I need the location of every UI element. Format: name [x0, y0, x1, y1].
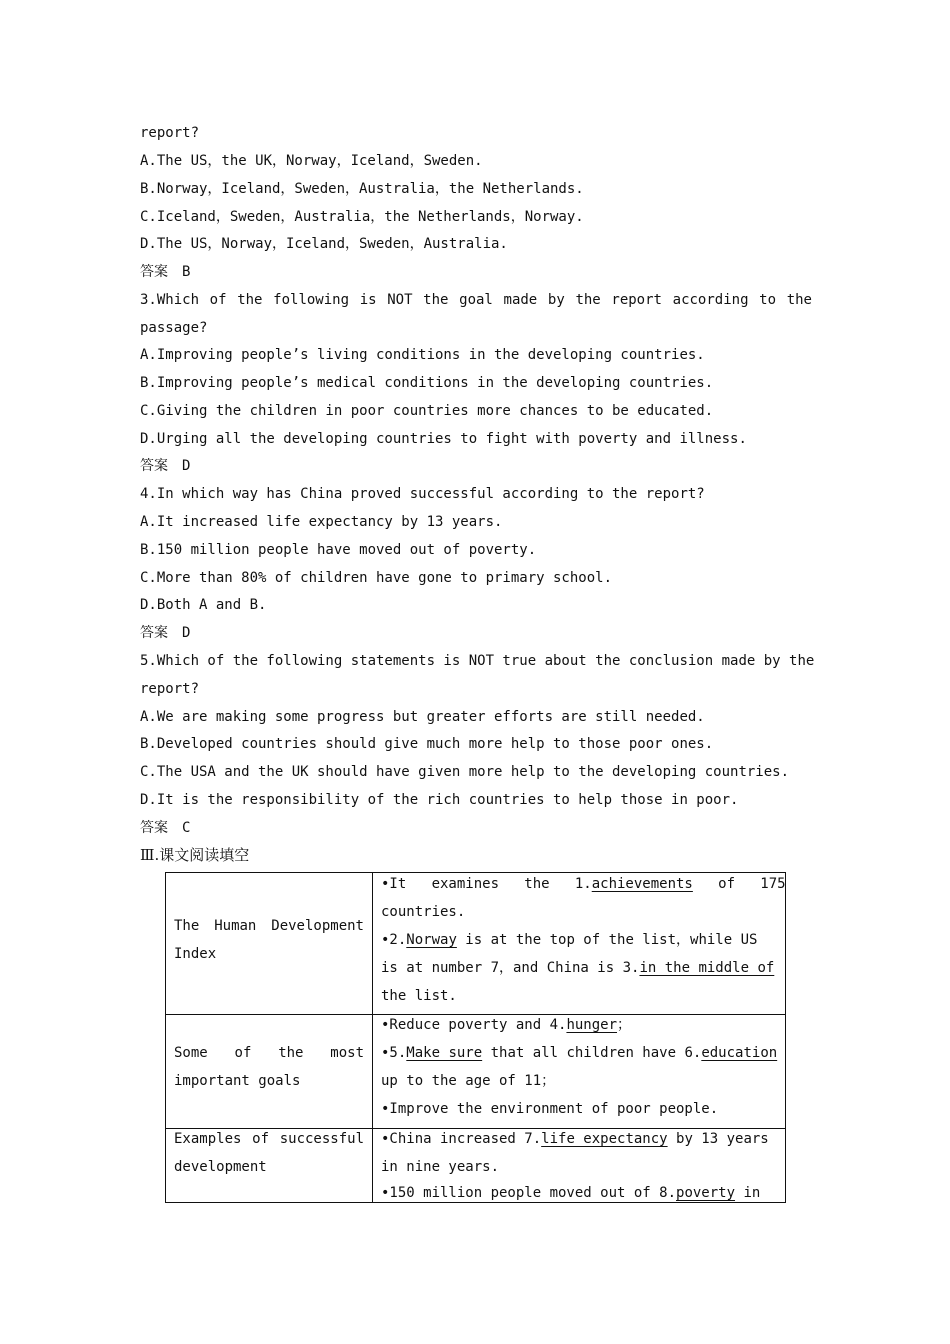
blank-2-answer: Norway: [406, 932, 457, 948]
q5-option-b: B.Developed countries should give much more help to those poor ones.: [140, 736, 714, 752]
blank-8-answer: poverty: [676, 1185, 736, 1201]
row3-line2: in nine years.: [381, 1159, 500, 1175]
row1-label-line2: Index: [174, 946, 217, 962]
row1-line3-pre: •2.: [381, 932, 407, 948]
row2-line4: •Improve the environment of poor people.: [381, 1101, 719, 1117]
row3-label-line2: development: [174, 1159, 267, 1175]
row1-line4: [381, 958, 777, 978]
row3-line1: [381, 1129, 777, 1149]
row2-line3: up to the age of 11；: [381, 1073, 556, 1089]
q4-answer: 答案 D: [140, 625, 191, 641]
row2-label-line2: important goals: [174, 1073, 301, 1089]
reading-fill-table: [165, 872, 786, 1203]
row3-line1-post: by 13 years: [667, 1131, 769, 1147]
q5-option-c: C.The USA and the UK should have given more help to the developing countries.: [140, 764, 790, 780]
row2-line2: [381, 1043, 777, 1063]
q4-option-c: C.More than 80% of children have gone to primary school.: [140, 570, 613, 586]
blank-3-answer: in the middle of: [639, 960, 775, 976]
row3-line3: [381, 1183, 777, 1203]
q5-stem-line2: report?: [140, 681, 200, 697]
q3-option-a: A.Improving people’s living conditions in the developing countries.: [140, 347, 705, 363]
q5-answer: 答案 C: [140, 820, 191, 836]
row2-line1: [381, 1015, 777, 1035]
q2-option-b: B.Norway，Iceland，Sweden，Australia，the Netherlands.: [140, 181, 584, 197]
row2-line2-pre: •5.: [381, 1045, 407, 1061]
row1-line1: [381, 874, 786, 894]
q4-option-d: D.Both A and B.: [140, 597, 267, 613]
table-border-right: [785, 872, 786, 1203]
row3-line3-post: in: [735, 1185, 761, 1201]
row3-line3-pre: •150 million people moved out of 8.: [381, 1185, 677, 1201]
row1-line3-post: is at the top of the list，while US: [456, 932, 758, 948]
row1-line4-pre: is at number 7，and China is 3.: [381, 960, 640, 976]
q3-stem-line1: 3.Which of the following is NOT the goal made by the report according to the: [140, 292, 812, 308]
q4-option-b: B.150 million people have moved out of poverty.: [140, 542, 537, 558]
blank-5-answer: Make sure: [406, 1045, 483, 1061]
q5-option-d: D.It is the responsibility of the rich countries to help those in poor.: [140, 792, 739, 808]
table-border-top: [165, 872, 786, 873]
q2-option-d: D.The US，Norway，Iceland，Sweden，Australia.: [140, 236, 508, 252]
q2-option-c: C.Iceland，Sweden，Australia，the Netherlands，Norway.: [140, 209, 584, 225]
q2-stem-tail: report?: [140, 125, 200, 141]
blank-7-answer: life expectancy: [541, 1131, 668, 1147]
q3-answer: 答案 D: [140, 458, 191, 474]
section-3-title: Ⅲ.课文阅读填空: [140, 846, 250, 864]
q3-stem-line2: passage?: [140, 320, 208, 336]
row1-line2: countries.: [381, 904, 466, 920]
table-column-divider: [372, 872, 373, 1203]
q3-option-d: D.Urging all the developing countries to fight with poverty and illness.: [140, 431, 747, 447]
row1-line1-pre: •It examines the 1.: [381, 876, 592, 892]
row3-label-line1: Examples of successful: [174, 1131, 364, 1147]
row1-line3: [381, 930, 777, 950]
row3-line1-pre: •China increased 7.: [381, 1131, 542, 1147]
q3-option-b: B.Improving people’s medical conditions in the developing countries.: [140, 375, 714, 391]
row1-label-line1: The Human Development: [174, 918, 364, 934]
row2-line1-post: ；: [617, 1017, 632, 1033]
q2-answer: 答案 B: [140, 264, 191, 280]
table-border-left: [165, 872, 166, 1203]
q4-stem: 4.In which way has China proved successful according to the report?: [140, 486, 705, 502]
row2-line1-pre: •Reduce poverty and 4.: [381, 1017, 567, 1033]
blank-1-answer: achievements: [591, 876, 693, 892]
blank-6-answer: education: [701, 1045, 778, 1061]
row1-line1-post: of 175: [692, 876, 786, 892]
q5-stem-line1: 5.Which of the following statements is NOT true about the conclusion made by the: [140, 653, 815, 669]
row2-label-line1: Some of the most: [174, 1045, 364, 1061]
q4-option-a: A.It increased life expectancy by 13 years.: [140, 514, 503, 530]
blank-4-answer: hunger: [566, 1017, 618, 1033]
q2-option-a: A.The US，the UK，Norway，Iceland，Sweden.: [140, 153, 483, 169]
q5-option-a: A.We are making some progress but greater efforts are still needed.: [140, 709, 705, 725]
row1-line5: the list.: [381, 988, 457, 1004]
row2-line2-mid: that all children have 6.: [482, 1045, 702, 1061]
q3-option-c: C.Giving the children in poor countries more chances to be educated.: [140, 403, 714, 419]
